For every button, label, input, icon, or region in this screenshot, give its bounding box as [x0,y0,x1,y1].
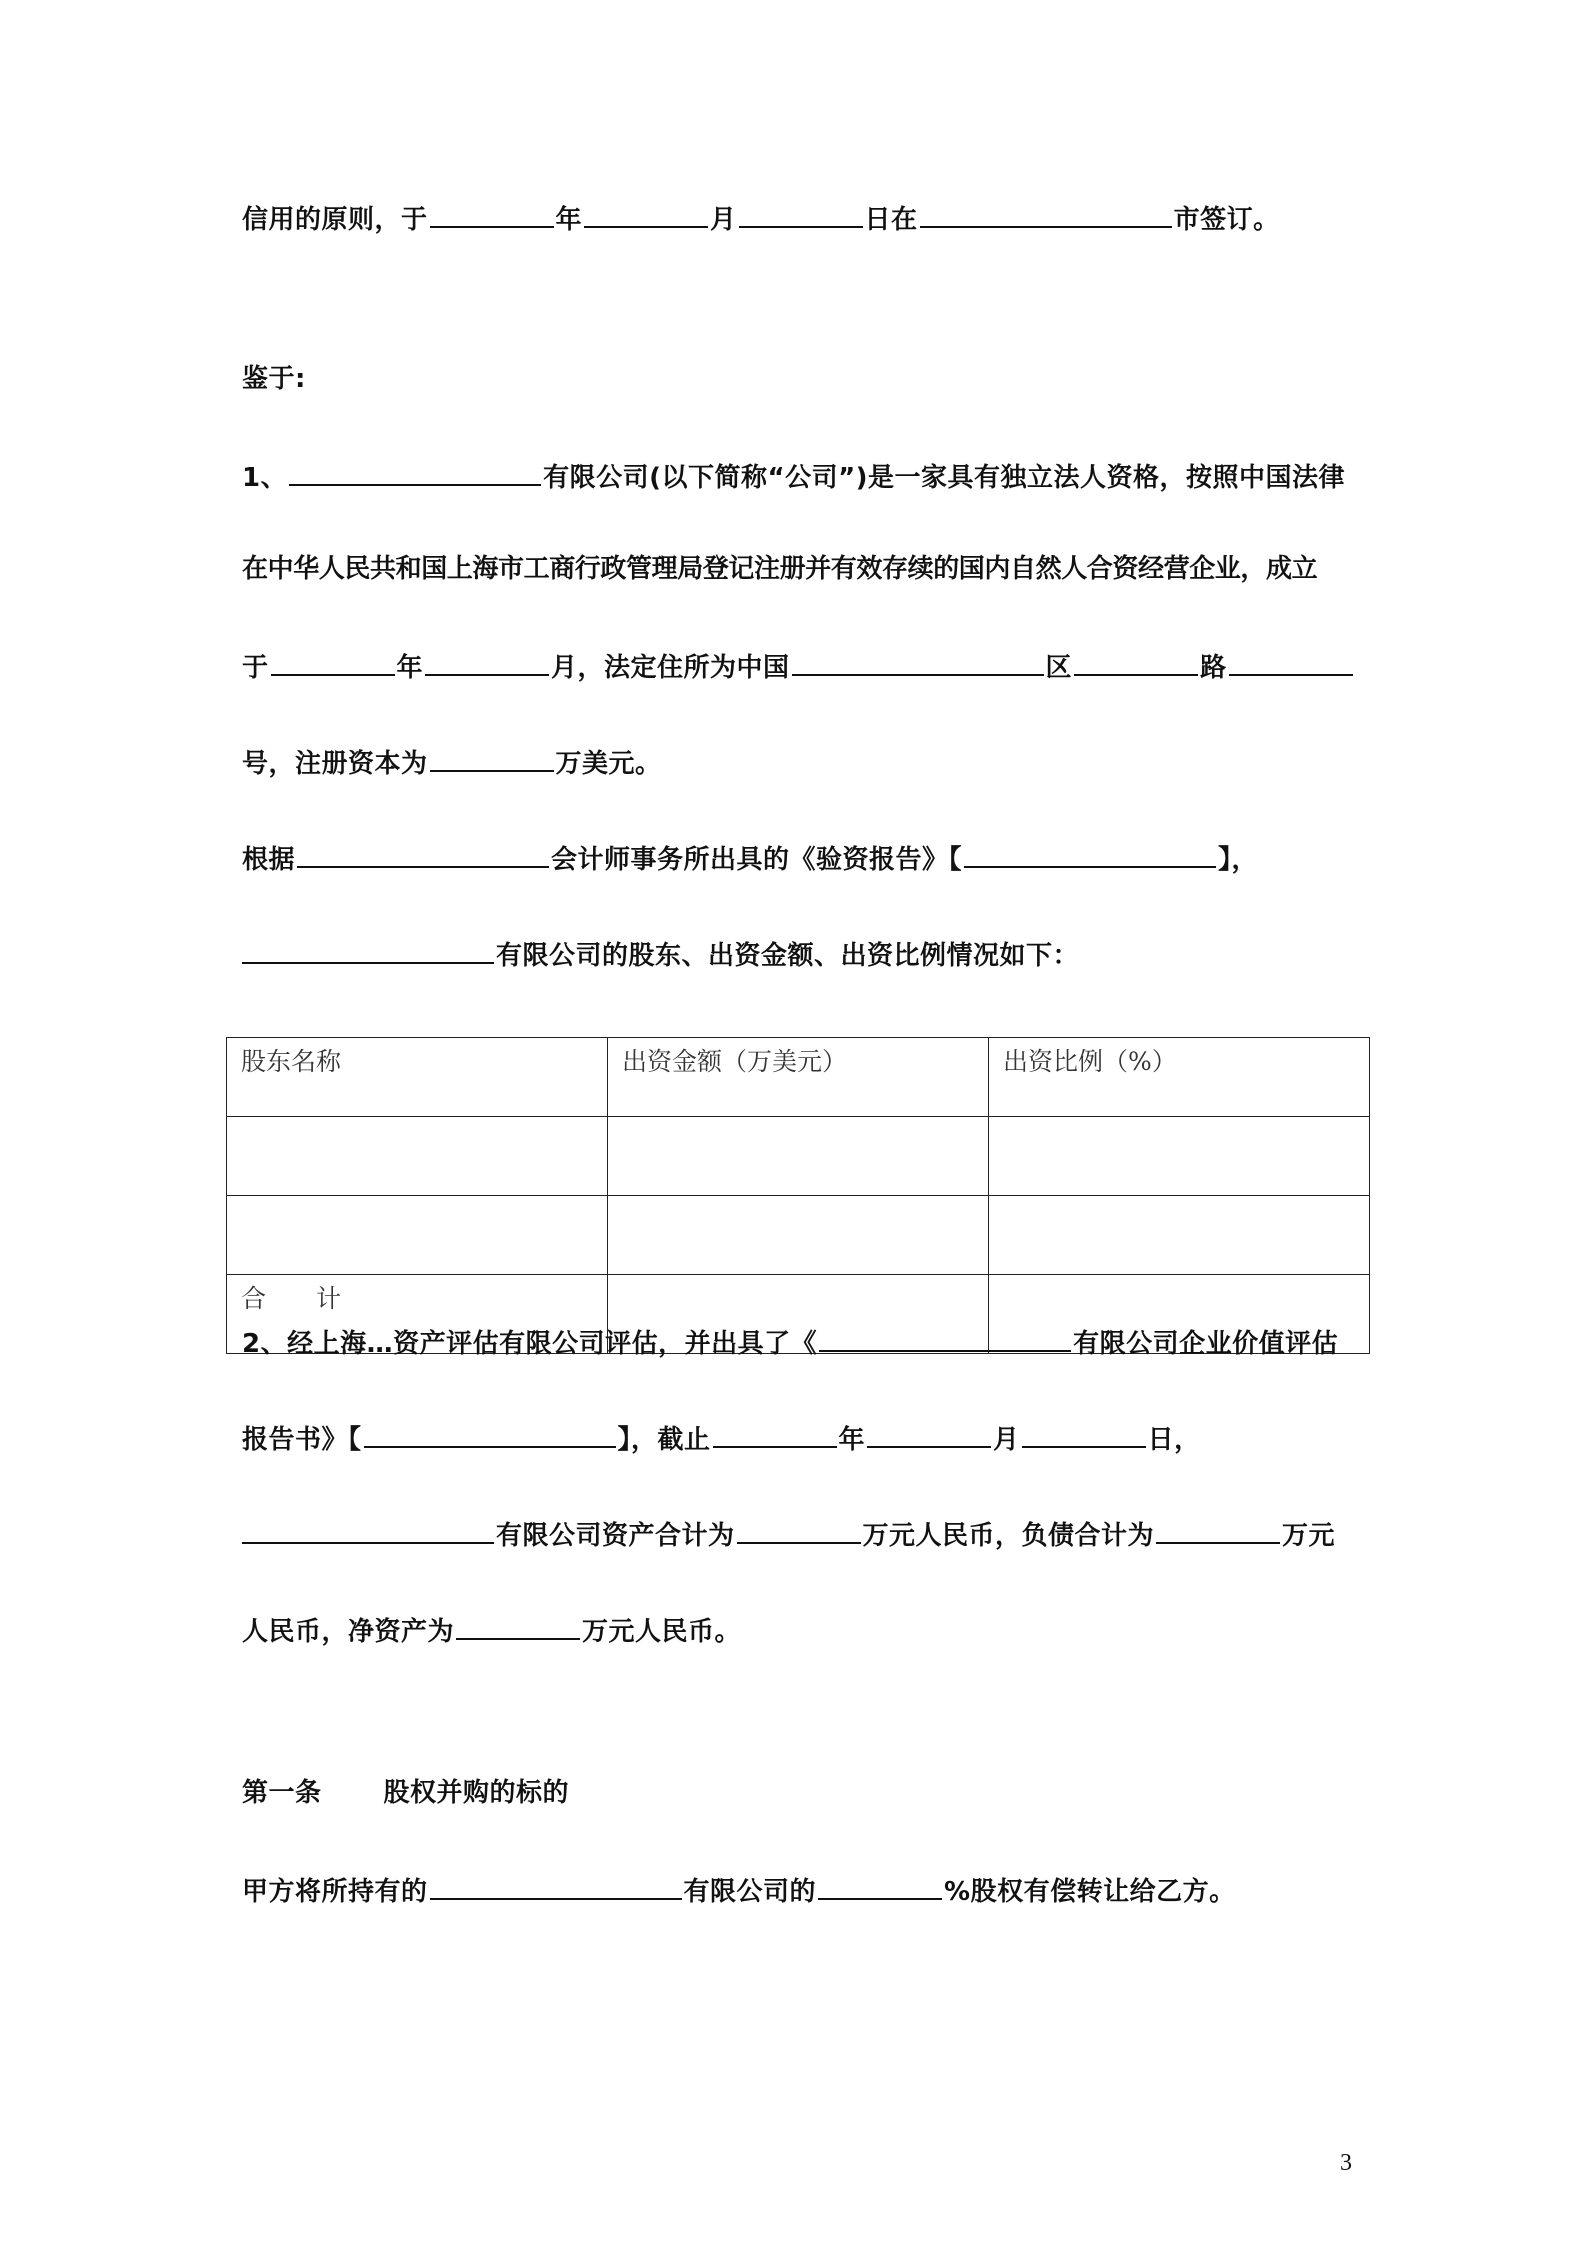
blank-company-name[interactable] [819,1324,1071,1352]
blank-report-no[interactable] [364,1420,616,1448]
header-contribution-ratio: 出资比例（%） [989,1038,1370,1117]
article-1-title [242,1776,569,1810]
blank-company-name[interactable] [430,1872,682,1900]
whereas-heading: 鉴于: [242,364,306,394]
blank-year[interactable] [713,1420,837,1448]
text: 有限公司的股东、出资金额、出资比例情况如下： [496,941,1080,971]
text: 号，注册资本为 [242,749,428,779]
text: 月 [710,205,737,235]
blank-accounting-firm[interactable] [297,840,549,868]
table-cell[interactable] [227,1117,608,1196]
table-cell[interactable] [608,1117,989,1196]
text: %股权有偿转让给乙方。 [944,1877,1236,1907]
text: 有限公司资产合计为 [496,1521,735,1551]
text: 万美元。 [555,749,662,779]
text: 区 [1045,653,1073,683]
text: 1、 [242,463,288,493]
table-row [227,1196,1370,1275]
text: 年 [838,1425,866,1455]
text: 月，法定住所为中国 [551,653,790,683]
blank-month[interactable] [867,1420,991,1448]
blank-city[interactable] [920,200,1172,228]
blank-company-name[interactable] [242,936,494,964]
total-label: 合 计 [227,1275,608,1354]
signing-clause [242,200,1280,237]
blank-company-name[interactable] [289,458,541,486]
text: 人民币，净资产为 [242,1617,455,1647]
text: 万元人民币。 [582,1617,742,1647]
blank-company-name[interactable] [242,1516,494,1544]
article-number: 第一条 [242,1778,322,1808]
recital-1-line-6 [242,936,1079,973]
blank-road[interactable] [1229,648,1353,676]
blank-equity-percent[interactable] [818,1872,942,1900]
text: 年 [396,653,424,683]
header-shareholder-name: 股东名称 [227,1038,608,1117]
table-cell[interactable] [989,1196,1370,1275]
table-row [227,1117,1370,1196]
text: 万元人民币，负债合计为 [862,1521,1155,1551]
article-1-body [242,1872,1236,1909]
recital-2-line-2 [242,1420,1201,1457]
table-header-row [227,1038,1370,1117]
text: 】， [1218,845,1259,875]
text: 报告书》【 [242,1425,362,1455]
blank-net-assets[interactable] [456,1612,580,1640]
recital-1-line-2: 在中华人民共和国上海市工商行政管理局登记注册并有效存续的国内自然人合资经营企业，成立 [242,554,1318,584]
recital-1-line-5 [242,840,1258,877]
recital-2-line-4 [242,1612,741,1649]
text: 信用的原则，于 [242,205,428,235]
text: 日， [1147,1425,1201,1455]
text: 月 [993,1425,1020,1455]
blank-est-year[interactable] [271,648,395,676]
blank-day[interactable] [1022,1420,1146,1448]
recital-1-line-1 [242,458,1345,495]
recital-2-line-1 [242,1324,1338,1361]
header-contribution-amount: 出资金额（万美元） [608,1038,989,1117]
text: 会计师事务所出具的《验资报告》【 [551,845,963,875]
article-heading: 股权并购的标的 [383,1778,570,1808]
blank-district[interactable] [1074,648,1198,676]
blank-capital[interactable] [430,744,554,772]
table-cell[interactable] [227,1196,608,1275]
text: 市签订。 [1173,205,1280,235]
text: 有限公司企业价值评估 [1073,1329,1339,1359]
text: 万元 [1282,1521,1336,1551]
text: 】，截止 [617,1425,711,1455]
text: 甲方将所持有的 [242,1877,428,1907]
page-number: 3 [1340,2150,1352,2176]
recital-1-line-3 [242,648,1355,685]
blank-day[interactable] [739,200,863,228]
table-cell[interactable] [989,1117,1370,1196]
blank-total-assets[interactable] [737,1516,861,1544]
text: 有限公司的 [683,1877,817,1907]
blank-month[interactable] [584,200,708,228]
recital-2-line-3 [242,1516,1335,1553]
blank-report-no[interactable] [964,840,1216,868]
recital-1-line-4 [242,744,662,781]
shareholder-table [226,1037,1370,1354]
text: 有限公司(以下简称“公司”)是一家具有独立法人资格，按照中国法律 [543,463,1346,493]
blank-est-month[interactable] [425,648,549,676]
blank-address[interactable] [792,648,1044,676]
text: 日在 [864,205,918,235]
blank-total-liabilities[interactable] [1156,1516,1280,1544]
text: 根据 [242,845,296,875]
text: 于 [242,653,269,683]
text: 2、经上海…资产评估有限公司评估，并出具了《 [242,1329,818,1359]
table-cell[interactable] [608,1196,989,1275]
text: 路 [1200,653,1227,683]
blank-year[interactable] [430,200,554,228]
text: 年 [555,205,583,235]
